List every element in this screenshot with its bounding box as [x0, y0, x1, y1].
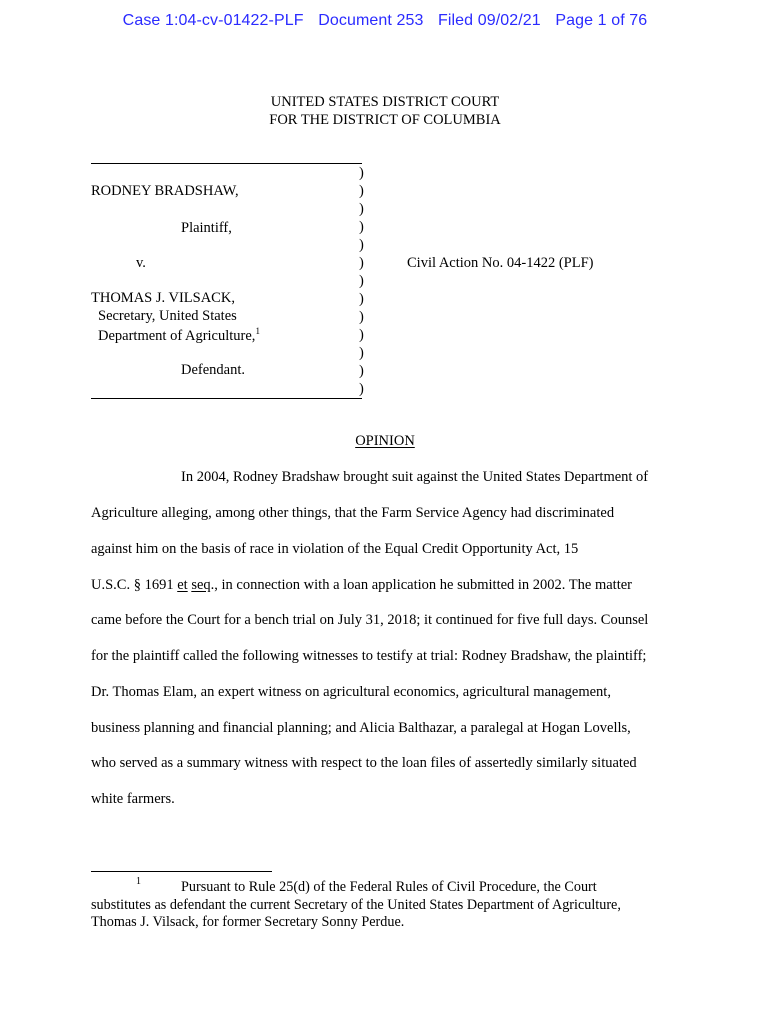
caption-bottom-rule [91, 398, 362, 399]
opinion-line: for the plaintiff called the following witnesses to testify at trial: Rodney Bradshaw, the plaintiff; [91, 648, 647, 664]
caption-paren: ) [359, 201, 364, 217]
caption-paren: ) [359, 273, 364, 289]
versus: v. [136, 255, 146, 271]
footnote-marker: 1 [255, 326, 260, 336]
footnote-line: Pursuant to Rule 25(d) of the Federal Rules of Civil Procedure, the Court [181, 879, 597, 895]
opinion-line: Dr. Thomas Elam, an expert witness on agricultural economics, agricultural management, [91, 684, 611, 700]
defendant-title-line2: Department of Agriculture,$^1$ [98, 326, 260, 344]
footnote-number: 1 [136, 876, 141, 887]
caption-paren: ) [359, 309, 364, 325]
opinion-line: Agriculture alleging, among other things, that the Farm Service Agency had discriminated [91, 505, 615, 521]
caption-paren: ) [359, 255, 364, 271]
court-name-line1: UNITED STATES DISTRICT COURT [270, 94, 500, 110]
opinion-line: white farmers. [91, 791, 175, 807]
opinion-title: OPINION [355, 433, 415, 449]
document-number: Document 253 [318, 12, 424, 29]
opinion-line: came before the Court for a bench trial on July 31, 2018; it continued for five full days. Counsel [91, 612, 649, 628]
civil-action-number: Civil Action No. 04-1422 (PLF) [407, 255, 594, 271]
opinion-line: U.S.C. § 1691 et seq., in connection with a loan application he submitted in 2002. The matter [91, 577, 632, 593]
defendant-name: THOMAS J. VILSACK, [91, 290, 235, 306]
caption-paren: ) [359, 291, 364, 307]
caption-paren: ) [359, 237, 364, 253]
case-number: Case 1:04-cv-01422-PLF [122, 12, 304, 29]
defendant-title-line1: Secretary, United States [98, 308, 237, 324]
caption-paren: ) [359, 183, 364, 199]
footnote-line: substitutes as defendant the current Secretary of the United States Department of Agriculture, [91, 897, 621, 913]
filed-date: Filed 09/02/21 [438, 12, 541, 29]
opinion-line: against him on the basis of race in violation of the Equal Credit Opportunity Act, 15 [91, 541, 579, 557]
caption-paren: ) [359, 381, 364, 397]
plaintiff-name: RODNEY BRADSHAW, [91, 183, 239, 199]
caption-paren: ) [359, 363, 364, 379]
footnote-line: Thomas J. Vilsack, for former Secretary Sonny Perdue. [91, 914, 405, 930]
defendant-role: Defendant. [181, 362, 246, 378]
opinion-line: who served as a summary witness with respect to the loan files of assertedly similarly situated [91, 755, 637, 771]
caption-paren: ) [359, 219, 364, 235]
plaintiff-role: Plaintiff, [181, 220, 232, 236]
opinion-line: business planning and financial planning; and Alicia Balthazar, a paralegal at Hogan Lovells, [91, 720, 631, 736]
caption-top-rule [91, 163, 362, 164]
opinion-line: In 2004, Rodney Bradshaw brought suit against the United States Department of [181, 469, 649, 485]
page-indicator: Page 1 of 76 [555, 12, 648, 29]
footnote-rule [91, 871, 272, 872]
caption-paren: ) [359, 327, 364, 343]
ecf-header [0, 12, 770, 30]
caption-paren: ) [359, 165, 364, 181]
court-name-line2: FOR THE DISTRICT OF COLUMBIA [269, 112, 501, 128]
caption-paren: ) [359, 345, 364, 361]
